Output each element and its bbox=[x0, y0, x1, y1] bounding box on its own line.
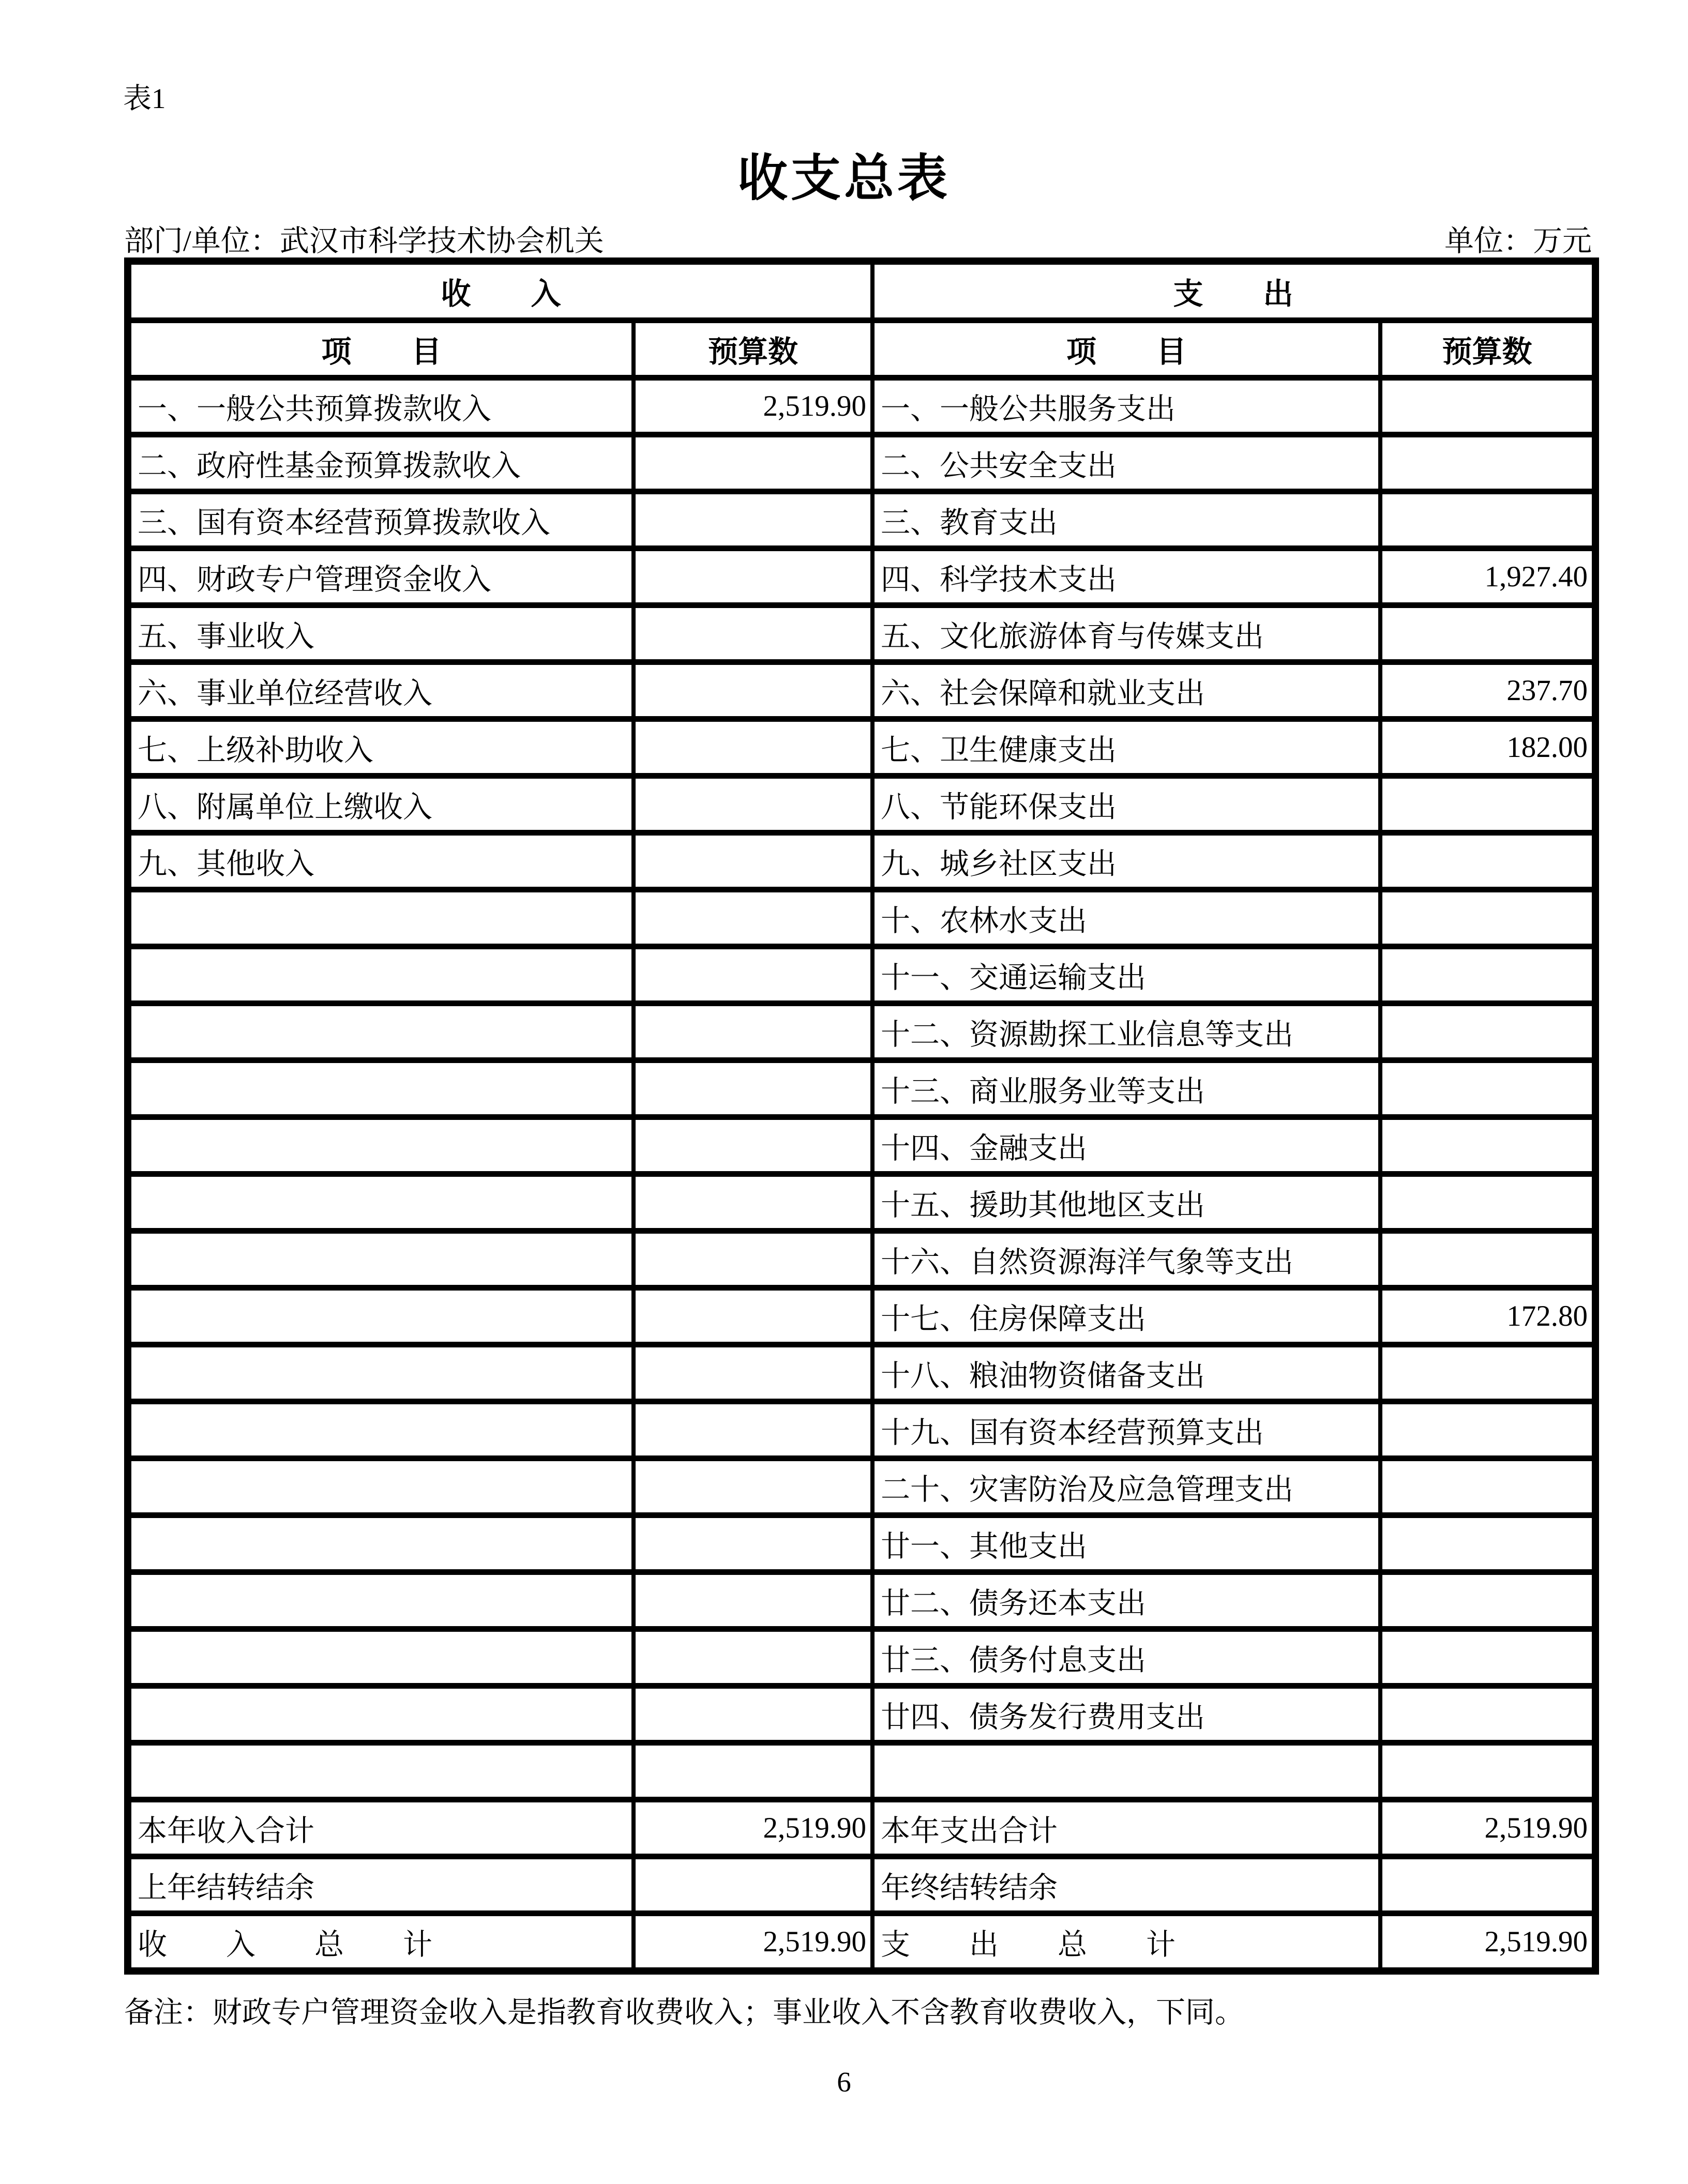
income-item-cell: 一、一般公共预算拨款收入 bbox=[128, 378, 634, 435]
expense-budget-cell bbox=[1380, 1117, 1595, 1174]
income-item-cell: 二、政府性基金预算拨款收入 bbox=[128, 435, 634, 492]
expense-budget-cell bbox=[1380, 947, 1595, 1004]
expense-budget-column-header: 预算数 bbox=[1380, 321, 1595, 378]
income-item-cell bbox=[128, 1515, 634, 1572]
income-budget-cell: 2,519.90 bbox=[634, 1800, 872, 1857]
expense-item-cell: 一、一般公共服务支出 bbox=[872, 378, 1380, 435]
expense-budget-cell bbox=[1380, 1515, 1595, 1572]
income-item-cell: 八、附属单位上缴收入 bbox=[128, 776, 634, 833]
income-budget-cell bbox=[634, 947, 872, 1004]
expense-item-cell: 廿二、债务还本支出 bbox=[872, 1572, 1380, 1629]
income-budget-cell: 2,519.90 bbox=[634, 378, 872, 435]
income-budget-cell bbox=[634, 1004, 872, 1060]
expense-item-cell: 廿一、其他支出 bbox=[872, 1515, 1380, 1572]
expense-item-cell: 二、公共安全支出 bbox=[872, 435, 1380, 492]
table-row bbox=[128, 947, 1595, 1004]
expense-item-cell: 五、文化旅游体育与传媒支出 bbox=[872, 605, 1380, 662]
table-row bbox=[128, 1515, 1595, 1572]
table-row bbox=[128, 378, 1595, 435]
expense-budget-cell bbox=[1380, 833, 1595, 890]
table-row bbox=[128, 1117, 1595, 1174]
income-budget-cell bbox=[634, 1402, 872, 1459]
table-row bbox=[128, 719, 1595, 776]
income-item-cell bbox=[128, 1174, 634, 1231]
expense-budget-cell: 2,519.90 bbox=[1380, 1800, 1595, 1857]
table-row bbox=[128, 833, 1595, 890]
expense-item-cell: 十、农林水支出 bbox=[872, 890, 1380, 947]
expense-budget-cell bbox=[1380, 1060, 1595, 1117]
income-budget-cell bbox=[634, 1629, 872, 1686]
table-row bbox=[128, 1686, 1595, 1743]
income-item-cell: 本年收入合计 bbox=[128, 1800, 634, 1857]
expense-item-column-header: 项 目 bbox=[872, 321, 1380, 378]
table-row bbox=[128, 1288, 1595, 1345]
expense-budget-cell bbox=[1380, 1572, 1595, 1629]
income-item-cell bbox=[128, 1004, 634, 1060]
income-budget-cell bbox=[634, 1743, 872, 1800]
income-budget-column-header: 预算数 bbox=[634, 321, 872, 378]
income-budget-cell bbox=[634, 662, 872, 719]
income-budget-cell bbox=[634, 1345, 872, 1402]
income-item-cell: 四、财政专户管理资金收入 bbox=[128, 549, 634, 605]
expense-budget-cell bbox=[1380, 1857, 1595, 1914]
expense-budget-cell bbox=[1380, 1459, 1595, 1515]
expense-budget-cell bbox=[1380, 1174, 1595, 1231]
income-budget-cell bbox=[634, 492, 872, 549]
table-row bbox=[128, 1060, 1595, 1117]
income-item-cell: 上年结转结余 bbox=[128, 1857, 634, 1914]
expense-item-cell: 十二、资源勘探工业信息等支出 bbox=[872, 1004, 1380, 1060]
expense-item-cell: 八、节能环保支出 bbox=[872, 776, 1380, 833]
expense-budget-cell bbox=[1380, 492, 1595, 549]
table-row bbox=[128, 1857, 1595, 1914]
income-item-cell bbox=[128, 1402, 634, 1459]
income-budget-cell bbox=[634, 776, 872, 833]
income-item-cell bbox=[128, 1231, 634, 1288]
income-item-cell bbox=[128, 1345, 634, 1402]
income-budget-cell bbox=[634, 719, 872, 776]
income-item-cell bbox=[128, 1288, 634, 1345]
table-row bbox=[128, 1743, 1595, 1800]
income-budget-cell: 2,519.90 bbox=[634, 1914, 872, 1971]
income-section-header: 收 入 bbox=[128, 261, 872, 321]
info-line bbox=[124, 217, 1592, 260]
table-row bbox=[128, 890, 1595, 947]
page-number: 6 bbox=[837, 2066, 851, 2098]
expense-budget-cell bbox=[1380, 605, 1595, 662]
table-row bbox=[128, 605, 1595, 662]
table-row bbox=[128, 1572, 1595, 1629]
income-item-cell bbox=[128, 947, 634, 1004]
income-item-cell bbox=[128, 1117, 634, 1174]
table-row bbox=[128, 662, 1595, 719]
expense-item-cell: 十七、住房保障支出 bbox=[872, 1288, 1380, 1345]
income-budget-cell bbox=[634, 1686, 872, 1743]
budget-table bbox=[124, 257, 1599, 1975]
expense-item-cell: 十八、粮油物资储备支出 bbox=[872, 1345, 1380, 1402]
expense-item-cell: 本年支出合计 bbox=[872, 1800, 1380, 1857]
section-header-row bbox=[128, 261, 1595, 321]
income-budget-cell bbox=[634, 1060, 872, 1117]
expense-item-cell: 九、城乡社区支出 bbox=[872, 833, 1380, 890]
dept-unit-label: 部门/单位：武汉市科学技术协会机关 bbox=[124, 225, 604, 257]
income-budget-cell bbox=[634, 1572, 872, 1629]
expense-section-header: 支 出 bbox=[872, 261, 1595, 321]
page-title: 收支总表 bbox=[737, 151, 951, 206]
unit-label: 单位：万元 bbox=[1444, 225, 1592, 257]
expense-budget-cell: 2,519.90 bbox=[1380, 1914, 1595, 1971]
income-item-cell bbox=[128, 1629, 634, 1686]
table-row bbox=[128, 1004, 1595, 1060]
income-budget-cell bbox=[634, 890, 872, 947]
income-budget-cell bbox=[634, 1174, 872, 1231]
table-body bbox=[128, 378, 1595, 1971]
income-item-cell bbox=[128, 1060, 634, 1117]
expense-item-cell: 二十、灾害防治及应急管理支出 bbox=[872, 1459, 1380, 1515]
expense-budget-cell: 1,927.40 bbox=[1380, 549, 1595, 605]
expense-item-cell: 四、科学技术支出 bbox=[872, 549, 1380, 605]
expense-budget-cell bbox=[1380, 1686, 1595, 1743]
expense-item-cell: 十六、自然资源海洋气象等支出 bbox=[872, 1231, 1380, 1288]
income-budget-cell bbox=[634, 605, 872, 662]
expense-budget-cell bbox=[1380, 1402, 1595, 1459]
expense-budget-cell: 182.00 bbox=[1380, 719, 1595, 776]
expense-budget-cell bbox=[1380, 1231, 1595, 1288]
expense-item-cell bbox=[872, 1743, 1380, 1800]
table-row bbox=[128, 435, 1595, 492]
expense-budget-cell bbox=[1380, 1004, 1595, 1060]
expense-budget-cell: 237.70 bbox=[1380, 662, 1595, 719]
table-row bbox=[128, 492, 1595, 549]
income-item-cell: 六、事业单位经营收入 bbox=[128, 662, 634, 719]
table-row bbox=[128, 1914, 1595, 1971]
income-item-cell bbox=[128, 1459, 634, 1515]
income-item-cell: 七、上级补助收入 bbox=[128, 719, 634, 776]
expense-item-cell: 廿四、债务发行费用支出 bbox=[872, 1686, 1380, 1743]
income-item-cell: 五、事业收入 bbox=[128, 605, 634, 662]
table-row bbox=[128, 1174, 1595, 1231]
table-row bbox=[128, 1231, 1595, 1288]
income-budget-cell bbox=[634, 833, 872, 890]
expense-item-cell: 三、教育支出 bbox=[872, 492, 1380, 549]
table-row bbox=[128, 549, 1595, 605]
expense-item-cell: 廿三、债务付息支出 bbox=[872, 1629, 1380, 1686]
income-budget-cell bbox=[634, 549, 872, 605]
expense-budget-cell: 172.80 bbox=[1380, 1288, 1595, 1345]
income-budget-cell bbox=[634, 1515, 872, 1572]
expense-budget-cell bbox=[1380, 1629, 1595, 1686]
expense-budget-cell bbox=[1380, 776, 1595, 833]
income-item-cell bbox=[128, 1686, 634, 1743]
expense-item-cell: 支 出 总 计 bbox=[872, 1914, 1380, 1971]
income-item-column-header: 项 目 bbox=[128, 321, 634, 378]
income-item-cell: 收 入 总 计 bbox=[128, 1914, 634, 1971]
table-row bbox=[128, 776, 1595, 833]
income-item-cell: 三、国有资本经营预算拨款收入 bbox=[128, 492, 634, 549]
expense-item-cell: 十四、金融支出 bbox=[872, 1117, 1380, 1174]
table-row bbox=[128, 1800, 1595, 1857]
column-header-row bbox=[128, 321, 1595, 378]
income-budget-cell bbox=[634, 435, 872, 492]
income-item-cell: 九、其他收入 bbox=[128, 833, 634, 890]
income-item-cell bbox=[128, 1743, 634, 1800]
expense-budget-cell bbox=[1380, 890, 1595, 947]
expense-item-cell: 六、社会保障和就业支出 bbox=[872, 662, 1380, 719]
note-text: 备注：财政专户管理资金收入是指教育收费收入；事业收入不含教育收费收入，下同。 bbox=[124, 1996, 1244, 2029]
table-row bbox=[128, 1459, 1595, 1515]
income-budget-cell bbox=[634, 1857, 872, 1914]
expense-budget-cell bbox=[1380, 1345, 1595, 1402]
expense-item-cell: 七、卫生健康支出 bbox=[872, 719, 1380, 776]
income-budget-cell bbox=[634, 1288, 872, 1345]
income-budget-cell bbox=[634, 1117, 872, 1174]
income-item-cell bbox=[128, 890, 634, 947]
expense-budget-cell bbox=[1380, 1743, 1595, 1800]
income-item-cell bbox=[128, 1572, 634, 1629]
income-budget-cell bbox=[634, 1459, 872, 1515]
income-budget-cell bbox=[634, 1231, 872, 1288]
table-row bbox=[128, 1402, 1595, 1459]
table-row bbox=[128, 1629, 1595, 1686]
expense-budget-cell bbox=[1380, 435, 1595, 492]
expense-item-cell: 年终结转结余 bbox=[872, 1857, 1380, 1914]
expense-budget-cell bbox=[1380, 378, 1595, 435]
table-row bbox=[128, 1345, 1595, 1402]
expense-item-cell: 十九、国有资本经营预算支出 bbox=[872, 1402, 1380, 1459]
expense-item-cell: 十三、商业服务业等支出 bbox=[872, 1060, 1380, 1117]
table-label: 表1 bbox=[123, 83, 166, 114]
expense-item-cell: 十五、援助其他地区支出 bbox=[872, 1174, 1380, 1231]
expense-item-cell: 十一、交通运输支出 bbox=[872, 947, 1380, 1004]
